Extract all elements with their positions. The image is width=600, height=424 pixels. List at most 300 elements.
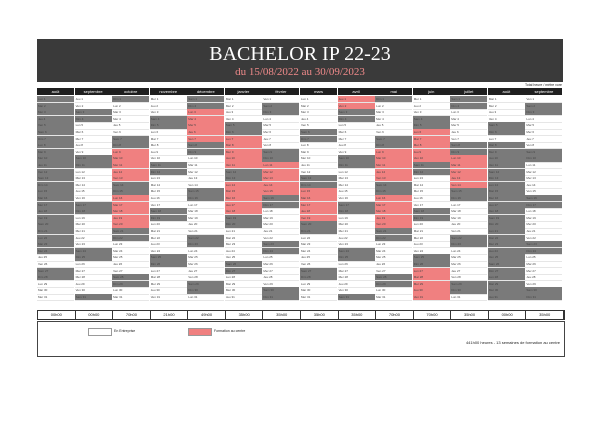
day-cell: Ven 13	[112, 175, 149, 182]
day-cell: Mer 3	[37, 109, 74, 116]
day-cell: Mar 28	[150, 274, 187, 281]
day-cell: Mer 4	[112, 116, 149, 123]
day-cell: Lun 12	[75, 169, 112, 176]
day-cell: Lun 5	[75, 122, 112, 129]
day-cell: Mar 2	[37, 103, 74, 110]
day-cell: Sam 28	[112, 274, 149, 281]
day-cell: Mar 21	[150, 228, 187, 235]
day-cell: Mer 7	[75, 136, 112, 143]
day-cell: Lun 3	[187, 109, 224, 116]
day-cell: Jeu 22	[75, 235, 112, 242]
month-header: février	[262, 88, 299, 95]
day-cell: Lun 14	[488, 182, 525, 189]
total-cell: 35h00	[451, 311, 489, 319]
day-cell: Lun 4	[262, 116, 299, 123]
day-cell: Lun 17	[187, 202, 224, 209]
day-cell: Mar 4	[450, 116, 487, 123]
day-cell: Mer 1	[150, 96, 187, 103]
day-cell: Dim 3	[525, 109, 562, 116]
total-cell: 70h00	[376, 311, 414, 319]
day-cell: Mar 28	[413, 274, 450, 281]
day-cell: Ven 16	[75, 195, 112, 202]
day-cell: Dim 22	[375, 235, 412, 242]
month-header: juillet	[450, 88, 487, 95]
day-cell: Dim 12	[150, 169, 187, 176]
day-cell: Dim 5	[413, 122, 450, 129]
month-column	[525, 96, 562, 302]
day-cell: Mar 3	[375, 109, 412, 116]
day-cell: Mer 2	[488, 103, 525, 110]
day-cell: Ven 15	[262, 188, 299, 195]
day-cell: Ven 28	[450, 274, 487, 281]
day-cell: Dim 24	[262, 248, 299, 255]
day-cell: Lun 28	[225, 274, 262, 281]
day-cell: Lun 23	[112, 241, 149, 248]
day-cell: Lun 31	[450, 294, 487, 301]
day-cell: Jeu 12	[112, 169, 149, 176]
day-cell: Jeu 18	[37, 208, 74, 215]
legend-centre-swatch	[188, 328, 212, 336]
day-cell: Lun 2	[112, 103, 149, 110]
day-cell: Mer 12	[187, 169, 224, 176]
day-cell: Ven 26	[37, 261, 74, 268]
day-cell: Sam 26	[225, 261, 262, 268]
day-cell: Sam 19	[488, 215, 525, 222]
day-cell: Jeu 4	[300, 116, 337, 123]
day-cell: Jeu 14	[525, 182, 562, 189]
day-cell: Dim 9	[187, 149, 224, 156]
day-cell: Sam 17	[75, 202, 112, 209]
day-cell: Dim 8	[112, 142, 149, 149]
day-cell: Mer 31	[300, 294, 337, 301]
day-cell: Dim 26	[150, 261, 187, 268]
day-cell: Ven 24	[413, 248, 450, 255]
day-cell: Mar 20	[338, 221, 375, 228]
month-header: octobre	[112, 88, 149, 95]
day-cell: Jeu 24	[225, 248, 262, 255]
day-cell: Mar 11	[450, 162, 487, 169]
day-cell: Lun 26	[75, 261, 112, 268]
day-cell: Ven 27	[375, 268, 412, 275]
day-cell: Ven 4	[488, 116, 525, 123]
day-cell: Jeu 29	[75, 281, 112, 288]
day-cell: Sam 24	[75, 248, 112, 255]
day-cell: Mar 1	[225, 96, 262, 103]
day-cell: Jeu 19	[375, 215, 412, 222]
day-cell: Mar 1	[488, 96, 525, 103]
day-cell: Dim 4	[75, 116, 112, 123]
day-cell: Jeu 11	[300, 162, 337, 169]
day-cell: Dim 26	[413, 261, 450, 268]
day-cell: Ven 31	[150, 294, 187, 301]
day-cell: Ven 22	[525, 235, 562, 242]
day-cell: Mar 13	[75, 175, 112, 182]
day-cell: Mar 19	[525, 215, 562, 222]
day-cell: Sam 27	[300, 268, 337, 275]
day-cell: Lun 31	[187, 294, 224, 301]
day-cell: Mer 11	[112, 162, 149, 169]
day-cell: Jeu 29	[338, 281, 375, 288]
day-cell: Dim 12	[413, 169, 450, 176]
day-cell: Dim 4	[338, 116, 375, 123]
day-cell: Lun 2	[375, 103, 412, 110]
day-cell: Ven 29	[525, 281, 562, 288]
day-cell: Mer 28	[338, 274, 375, 281]
day-cell: Lun 7	[225, 136, 262, 143]
legend-enterprise-label: En Entreprise	[114, 329, 136, 333]
day-cell: Jeu 30	[150, 287, 187, 294]
day-cell: Ven 16	[338, 195, 375, 202]
day-cell: Mer 1	[413, 96, 450, 103]
day-cell: Jeu 25	[37, 254, 74, 261]
day-cell: Mar 25	[187, 254, 224, 261]
day-cell: Jeu 9	[413, 149, 450, 156]
day-cell: Mer 25	[112, 254, 149, 261]
day-cell: Dim 29	[112, 281, 149, 288]
day-cell: Mar 17	[112, 202, 149, 209]
day-cell: Sam 2	[262, 103, 299, 110]
day-cell: Ven 23	[75, 241, 112, 248]
day-cell: Ven 30	[338, 287, 375, 294]
day-cell: Mer 20	[262, 221, 299, 228]
day-cell: Ven 14	[187, 182, 224, 189]
day-cell: Jeu 28	[525, 274, 562, 281]
day-cell: Jeu 9	[150, 149, 187, 156]
day-cell: Jeu 13	[187, 175, 224, 182]
day-cell: Ven 26	[300, 261, 337, 268]
day-cell: Dim 8	[375, 142, 412, 149]
day-cell: Ven 1	[525, 96, 562, 103]
day-cell: Ven 17	[150, 202, 187, 209]
day-cell: Jeu 6	[450, 129, 487, 136]
day-cell: Dim 1	[375, 96, 412, 103]
legend-summary: 441h00 heures - 13 semaines de formation au centre	[465, 340, 560, 345]
day-cell: Mar 29	[225, 281, 262, 288]
day-cell: Mar 10	[375, 155, 412, 162]
day-cell: Mar 22	[488, 235, 525, 242]
month-header: septembre	[75, 88, 112, 95]
day-cell: Dim 2	[450, 103, 487, 110]
day-cell: Sam 3	[75, 109, 112, 116]
day-cell: Lun 19	[338, 215, 375, 222]
day-cell: Lun 24	[187, 248, 224, 255]
day-cell: Lun 29	[37, 281, 74, 288]
day-cell: Sam 26	[488, 261, 525, 268]
day-cell: Mar 20	[75, 221, 112, 228]
day-cell: Mer 11	[375, 162, 412, 169]
day-cell: Lun 6	[413, 129, 450, 136]
day-cell: Dim 7	[37, 136, 74, 143]
day-cell: Ven 1	[262, 96, 299, 103]
day-cell: Ven 5	[300, 122, 337, 129]
day-cell: Ven 3	[413, 109, 450, 116]
day-cell: Mer 24	[37, 248, 74, 255]
day-cell: Lun 5	[338, 122, 375, 129]
day-cell: Jeu 12	[375, 169, 412, 176]
day-cell: Jeu 7	[525, 136, 562, 143]
day-cell: Mer 26	[450, 261, 487, 268]
day-cell: Mer 17	[300, 202, 337, 209]
day-cell: Dim 10	[525, 155, 562, 162]
day-cell: Mer 3	[300, 109, 337, 116]
day-cell: Sam 24	[338, 248, 375, 255]
day-cell: Mer 14	[338, 182, 375, 189]
day-cell: Ven 8	[262, 142, 299, 149]
day-cell: Mar 13	[338, 175, 375, 182]
day-cell: Ven 27	[112, 268, 149, 275]
day-cell: Lun 14	[225, 182, 262, 189]
day-cell: Jeu 3	[488, 109, 525, 116]
day-cell: Ven 19	[300, 215, 337, 222]
day-cell: Dim 11	[75, 162, 112, 169]
day-cell: Lun 12	[338, 169, 375, 176]
month-column	[262, 96, 299, 302]
day-cell: Sam 5	[225, 122, 262, 129]
day-cell: Ven 7	[450, 136, 487, 143]
day-cell: Ven 19	[37, 215, 74, 222]
day-cell: Lun 8	[37, 142, 74, 149]
month-column	[488, 96, 525, 302]
day-cell: Jeu 4	[37, 116, 74, 123]
day-cell: Sam 5	[488, 122, 525, 129]
day-cell: Lun 23	[375, 241, 412, 248]
month-column	[338, 96, 375, 302]
day-cell: Dim 14	[37, 182, 74, 189]
month-header: novembre	[150, 88, 187, 95]
day-cell: Ven 25	[488, 254, 525, 261]
totals-row	[37, 310, 565, 320]
day-cell: Jeu 5	[112, 122, 149, 129]
day-cell: Mer 15	[150, 188, 187, 195]
day-cell: Jeu 17	[225, 202, 262, 209]
day-cell: Jeu 21	[262, 228, 299, 235]
day-cell: Sam 22	[187, 235, 224, 242]
day-cell: Mer 27	[525, 268, 562, 275]
day-cell: Jeu 17	[488, 202, 525, 209]
day-cell: Dim 15	[375, 188, 412, 195]
day-cell: Sam 31	[338, 294, 375, 301]
day-cell: Mar 29	[488, 281, 525, 288]
day-cell: Jeu 24	[488, 248, 525, 255]
day-cell: Lun 7	[488, 136, 525, 143]
day-cell: Jeu 16	[150, 195, 187, 202]
day-cell: Sam 10	[338, 155, 375, 162]
day-cell: Jeu 10	[225, 155, 262, 162]
day-cell: Mer 17	[37, 202, 74, 209]
day-cell: Mar 31	[375, 294, 412, 301]
day-cell: Lun 30	[375, 287, 412, 294]
day-cell: Lun 13	[150, 175, 187, 182]
day-cell: Mer 15	[413, 188, 450, 195]
day-cell: Dim 18	[338, 208, 375, 215]
day-cell: Ven 24	[150, 248, 187, 255]
day-cell: Mar 31	[112, 294, 149, 301]
day-cell: Sam 13	[37, 175, 74, 182]
day-cell: Lun 10	[187, 155, 224, 162]
day-cell: Sam 21	[112, 228, 149, 235]
day-cell: Sam 23	[525, 241, 562, 248]
day-cell: Sam 10	[75, 155, 112, 162]
day-cell: Dim 23	[187, 241, 224, 248]
day-cell: Ven 14	[450, 182, 487, 189]
day-cell: Mar 9	[37, 149, 74, 156]
day-cell: Mer 22	[413, 235, 450, 242]
day-cell: Sam 28	[375, 274, 412, 281]
day-cell: Ven 11	[225, 162, 262, 169]
month-header: avril	[338, 88, 375, 95]
day-cell: Dim 20	[225, 221, 262, 228]
day-cell: Mer 24	[300, 248, 337, 255]
day-cell: Sam 15	[450, 188, 487, 195]
total-cell: 49h00	[188, 311, 226, 319]
month-column	[300, 96, 337, 302]
day-cell: Mar 22	[225, 235, 262, 242]
total-cell: 35h00	[263, 311, 301, 319]
day-cell: Jeu 23	[413, 241, 450, 248]
day-cell: Sam 20	[37, 221, 74, 228]
day-cell: Mar 5	[525, 122, 562, 129]
day-cell: Mer 21	[75, 228, 112, 235]
day-cell: Lun 15	[300, 188, 337, 195]
day-cell: Mar 23	[37, 241, 74, 248]
day-cell: Ven 2	[338, 103, 375, 110]
day-cell: Lun 16	[112, 195, 149, 202]
day-cell: Sam 15	[187, 188, 224, 195]
day-cell: Ven 21	[450, 228, 487, 235]
day-cell: Sam 6	[37, 129, 74, 136]
day-cell: Ven 12	[300, 169, 337, 176]
day-cell: Dim 9	[450, 149, 487, 156]
day-cell: Mar 8	[225, 142, 262, 149]
day-cell: Jeu 15	[75, 188, 112, 195]
day-cell: Mer 18	[112, 208, 149, 215]
day-cell: Mar 12	[262, 169, 299, 176]
day-cell: Mar 24	[112, 248, 149, 255]
day-cell: Ven 23	[338, 241, 375, 248]
day-cell: Mer 13	[525, 175, 562, 182]
total-cell: 00h00	[489, 311, 527, 319]
day-cell: Dim 27	[225, 268, 262, 275]
day-cell: Mer 30	[488, 287, 525, 294]
month-header: mai	[375, 88, 412, 95]
day-cell: Mar 30	[300, 287, 337, 294]
day-cell: Ven 31	[413, 294, 450, 301]
day-cell: Lun 1	[300, 96, 337, 103]
day-cell: Lun 22	[300, 235, 337, 242]
month-header: juin	[413, 88, 450, 95]
day-cell: Jeu 20	[187, 221, 224, 228]
total-cell: 35h00	[301, 311, 339, 319]
day-cell: Sam 13	[300, 175, 337, 182]
day-cell: Mar 7	[413, 136, 450, 143]
day-cell: Dim 25	[338, 254, 375, 261]
total-cell: 70h00	[113, 311, 151, 319]
day-cell: Mer 7	[338, 136, 375, 143]
day-cell: Jeu 13	[450, 175, 487, 182]
day-cell: Sam 27	[37, 268, 74, 275]
day-cell: Lun 29	[300, 281, 337, 288]
day-cell: Lun 26	[338, 261, 375, 268]
total-cell: 00h00	[38, 311, 76, 319]
day-cell: Ven 22	[262, 235, 299, 242]
day-cell: Mer 6	[262, 129, 299, 136]
day-cell: Jeu 23	[150, 241, 187, 248]
day-cell: Dim 30	[187, 287, 224, 294]
total-cell: 35h00	[226, 311, 264, 319]
day-cell: Jeu 18	[300, 208, 337, 215]
day-cell: Lun 21	[488, 228, 525, 235]
day-cell: Ven 3	[150, 109, 187, 116]
day-cell: Ven 8	[525, 142, 562, 149]
day-cell: Jeu 26	[112, 261, 149, 268]
day-cell: Sam 25	[150, 254, 187, 261]
day-cell: Lun 16	[375, 195, 412, 202]
day-cell: Dim 5	[150, 122, 187, 129]
day-cell: Lun 11	[262, 162, 299, 169]
day-cell: Ven 20	[112, 221, 149, 228]
day-cell: Sam 7	[112, 136, 149, 143]
day-cell: Dim 29	[375, 281, 412, 288]
day-cell: Mer 16	[488, 195, 525, 202]
day-cell: Sam 18	[413, 208, 450, 215]
month-header: août	[37, 88, 74, 95]
day-cell: Ven 9	[75, 149, 112, 156]
day-cell: Sam 21	[375, 228, 412, 235]
day-cell: Dim 21	[37, 228, 74, 235]
day-cell: Mer 19	[450, 215, 487, 222]
day-cell: Dim 13	[488, 175, 525, 182]
day-cell: Lun 30	[112, 287, 149, 294]
day-cell: Mer 5	[450, 122, 487, 129]
day-cell: Sam 23	[262, 241, 299, 248]
month-header: mars	[300, 88, 337, 95]
day-cell: Lun 8	[300, 142, 337, 149]
day-cell: Ven 13	[375, 175, 412, 182]
total-cell: 00h00	[76, 311, 114, 319]
day-cell: Dim 30	[450, 287, 487, 294]
day-cell: Jeu 30	[413, 287, 450, 294]
day-cell: Lun 25	[525, 254, 562, 261]
day-cell: Mer 6	[525, 129, 562, 136]
day-cell: Sam 14	[112, 182, 149, 189]
day-cell: Mar 7	[150, 136, 187, 143]
day-cell: Dim 1	[112, 96, 149, 103]
day-cell: Mer 28	[75, 274, 112, 281]
month-header: septembre	[525, 88, 562, 95]
day-cell: Sam 25	[413, 254, 450, 261]
day-cell: Ven 10	[150, 155, 187, 162]
day-cell: Mar 18	[187, 208, 224, 215]
day-cell: Mer 12	[450, 169, 487, 176]
day-cell: Mar 6	[75, 129, 112, 136]
day-cell: Lun 15	[37, 188, 74, 195]
month-header: janvier	[225, 88, 262, 95]
day-cell: Mer 29	[150, 281, 187, 288]
day-cell: Mer 2	[225, 103, 262, 110]
day-cell: Ven 9	[338, 149, 375, 156]
day-cell: Dim 17	[262, 202, 299, 209]
day-cell: Sam 4	[150, 116, 187, 123]
day-cell: Sam 1	[450, 96, 487, 103]
day-cell: Ven 10	[413, 155, 450, 162]
day-cell: Mar 21	[413, 228, 450, 235]
day-cell: Lun 9	[375, 149, 412, 156]
month-column	[225, 96, 262, 302]
day-cell: Sam 8	[450, 142, 487, 149]
day-cell: Lun 11	[525, 162, 562, 169]
legend-enterprise-swatch	[88, 328, 112, 336]
day-cell: Dim 10	[262, 155, 299, 162]
